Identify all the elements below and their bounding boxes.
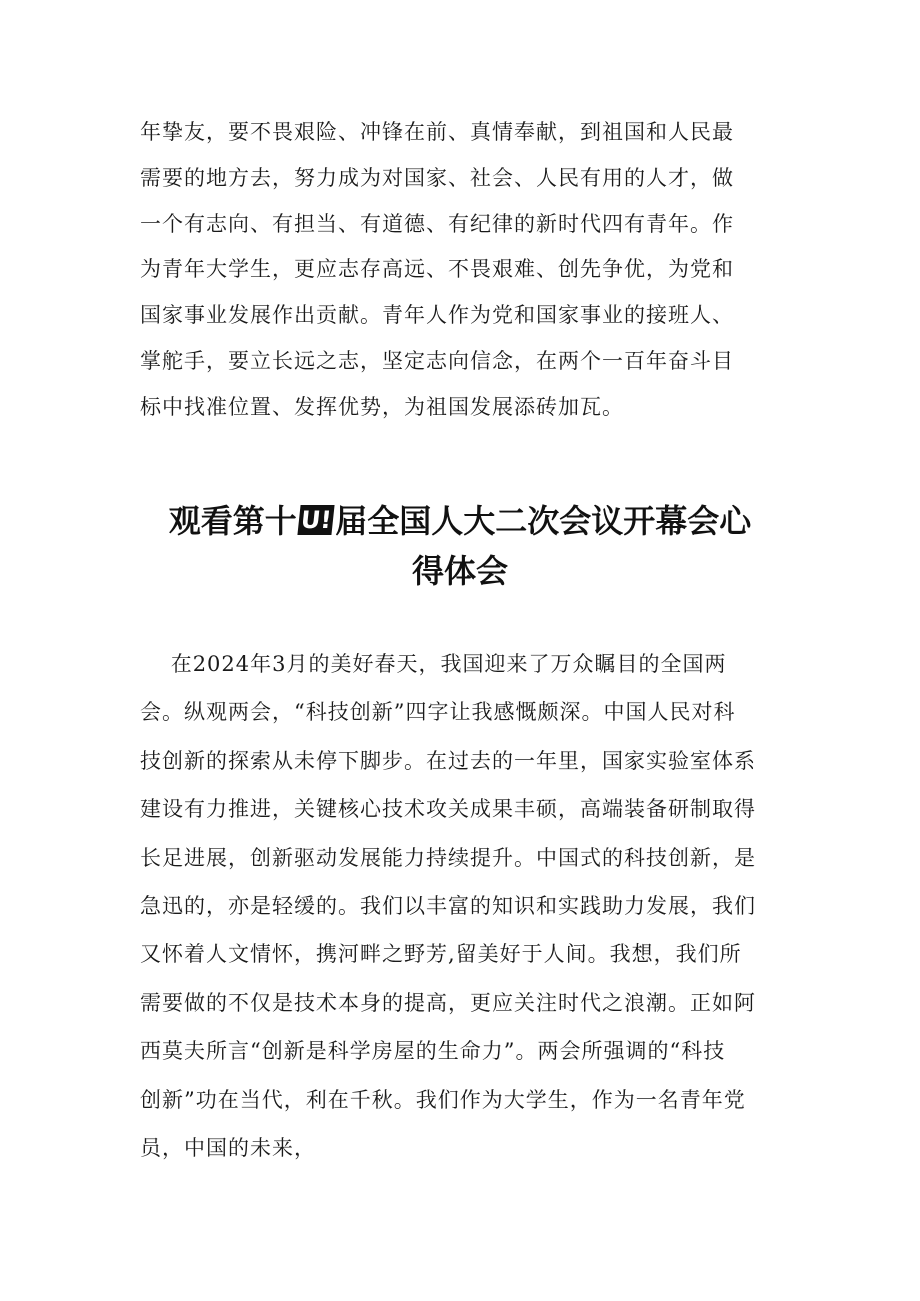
text-line: 在2024年3月的美好春天，我国迎来了万众瞩目的全国两 [140,652,727,676]
text-line: 建设有力推进，关键核心技术攻关成果丰硕，高端装备研制取得 [140,797,756,822]
text-line: 西莫夫所言“创新是科学房屋的生命力”。两会所强调的“科技 [140,1039,726,1064]
continued-paragraph [140,110,788,431]
title-text-before: 观看第十 [168,502,297,540]
title-text-after: 届全国人大二次会议开幕会心 [335,502,752,540]
title-line-1 [100,496,820,546]
essay-paragraph [140,640,788,1172]
text-line: 为青年大学生，更应志存高远、不畏艰难、创先争优，为党和 [140,257,734,282]
title-line-2: 得体会 [411,552,508,590]
text-line: 又怀着人文情怀，携河畔之野芳,留美好于人间。我想，我们所 [140,942,742,967]
text-line: 一个有志向、有担当、有道德、有纪律的新时代四有青年。作 [140,211,734,236]
title-glitch-glyph: U! [297,505,335,535]
text-line: 需要的地方去，努力成为对国家、社会、人民有用的人才，做 [140,165,734,190]
text-line: 标中找准位置、发挥优势，为祖国发展添砖加瓦。 [140,394,624,419]
text-line: 长足进展，创新驱动发展能力持续提升。中国式的科技创新，是 [140,845,756,870]
text-line: 急迅的，亦是轻缓的。我们以丰富的知识和实践助力发展，我们 [140,893,756,918]
text-line: 创新”功在当代，利在千秋。我们作为大学生，作为一名青年党 [140,1087,746,1112]
text-line: 国家事业发展作出贡献。青年人作为党和国家事业的接班人、 [140,303,734,328]
text-line: 年挚友，要不畏艰险、冲锋在前、真情奉献，到祖国和人民最 [140,120,734,144]
text-line: 会。纵观两会，“科技创新”四字让我感慨颇深。中国人民对科 [140,700,736,725]
essay-title [100,496,820,596]
text-line: 掌舵手，要立长远之志，坚定志向信念，在两个一百年奋斗目 [140,348,734,373]
text-line: 需要做的不仅是技术本身的提高，更应关注时代之浪潮。正如阿 [140,990,756,1015]
text-line: 员，中国的未来， [140,1135,316,1160]
text-line: 技创新的探索从未停下脚步。在过去的一年里，国家实验室体系 [140,748,756,773]
